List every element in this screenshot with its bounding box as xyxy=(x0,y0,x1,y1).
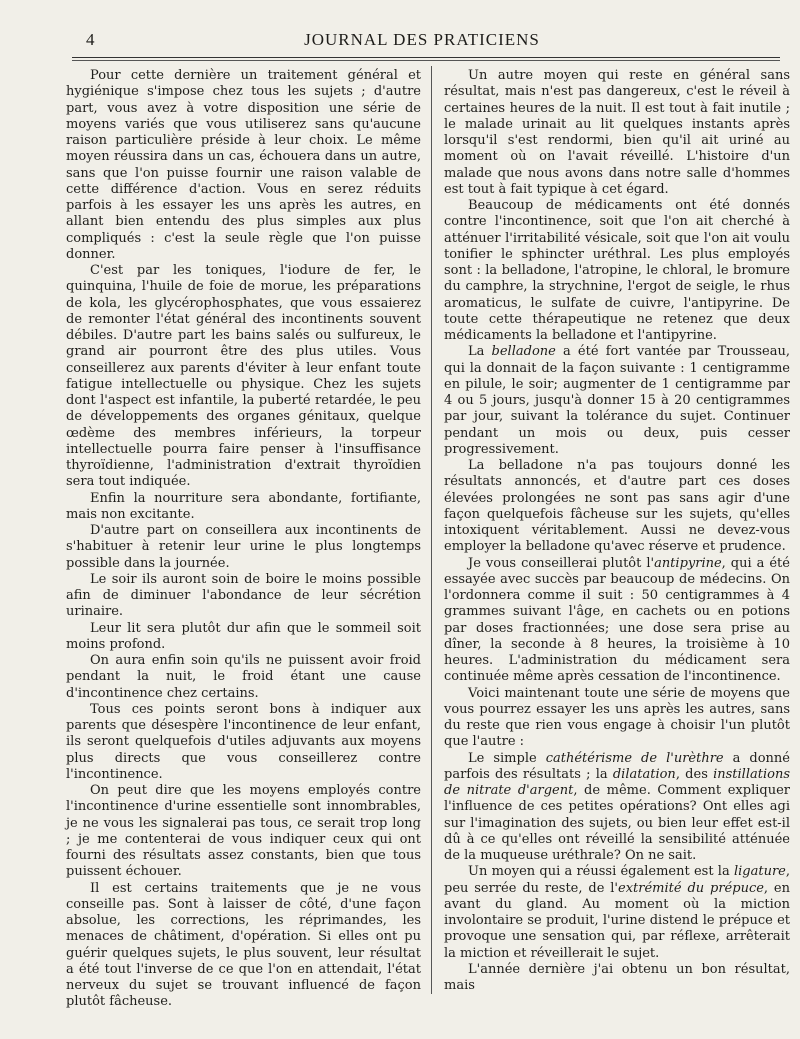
paragraph: La belladone n'a pas toujours donné les résultats annoncés, et d'autre part ces doses élevées prolongées ne sont pas sans agir d'une façon quelquefois fâcheuse sur les sujets, qu'elles intoxiquent véritablement. Aussi ne devez-vous employer la belladone qu'avec réserve et prudence. xyxy=(444,458,790,555)
term-antipyrine: antipyrine xyxy=(654,555,722,571)
right-column xyxy=(444,68,790,994)
term-ligature: ligature xyxy=(733,864,786,880)
paragraph: On aura enfin soin qu'ils ne puissent avoir froid pendant la nuit, le froid étant une cause d'incontinence chez certains. xyxy=(66,653,421,701)
paragraph: Beaucoup de médicaments ont été donnés contre l'incontinence, soit que l'on ait cherché à atténuer l'irritabilité vésicale, soit que l'on ait voulu tonifier le sphincter uréthral. Les plus employés sont : la belladone, l'atropine, le chloral, le bromure du camphre, la strychnine, l'ergot de seigle, le rhus aromaticus, le sulfate de cuivre, l'antipyrine. De toute cette thérapeutique ne retenez que deux médicaments la belladone et l'antipyrine. xyxy=(444,198,790,343)
paragraph: Il est certains traitements que je ne vous conseille pas. Sont à laisser de côté, d'une façon absolue, les corrections, les réprimandes, les menaces de châtiment, d'opération. Si elles ont pu guérir quelques sujets, le plus souvent, leur résultat a été tout l'inverse de ce que l'on en attendait, l'état nerveux du sujet se trouvant influencé de façon plutôt fâcheuse. xyxy=(66,880,421,1010)
paragraph: Tous ces points seront bons à indiquer aux parents que désespère l'incontinence de leur enfant, ils seront quelquefois d'utiles adjuvants aux moyens plus directs que vous conseillerez contre l'incontinence. xyxy=(66,701,421,782)
paragraph: Pour cette dernière un traitement général et hygiénique s'impose chez tous les sujets ; d'autre part, vous avez à votre disposition une série de moyens variés que vous utiliserez sans qu'aucune raison particulière préside à leur choix. Le même moyen réussira dans un cas, échouera dans un autre, sans que l'on puisse fournir une raison valable de cette différence d'action. Vous en serez réduits parfois à les essayer les uns après les autres, en allant bien entendu des plus simples aux plus compliqués : c'est la seule règle que l'on puisse donner. xyxy=(66,68,421,262)
paragraph: La belladone a été fort vantée par Trousseau, qui la donnait de la façon suivante : 1 centigramme en pilule, le soir; augmenter de 1 centigramme par 4 ou 5 jours, jusqu'à donner 15 à 20 centigrammes par jour, suivant la tolérance du sujet. Continuer pendant un mois ou deux, puis cesser progressivement. xyxy=(444,344,790,457)
paragraph: Un moyen qui a réussi également est la ligature, peu serrée du reste, de l'extrémité du prépuce, en avant du gland. Au moment où la miction involontaire se produit, l'urine distend le prépuce et provoque une sensation qui, par réflexe, arrêterait la miction et réveillerait le sujet. xyxy=(444,864,790,961)
paragraph: Un autre moyen qui reste en général sans résultat, mais n'est pas dangereux, c'est le réveil à certaines heures de la nuit. Il est tout à fait inutile ; le malade urinait au lit quelques instants après lorsqu'il s'est rendormi, bien qu'il ait uriné au moment où on l'avait réveillé. L'histoire d'un malade que nous avons dans notre salle d'hommes est tout à fait typique à cet égard. xyxy=(444,68,790,197)
page-number: 4 xyxy=(86,30,95,49)
term-extremite-prepuce: extrémité du prépuce xyxy=(618,880,764,896)
paragraph: Je vous conseillerai plutôt l'antipyrine, qui a été essayée avec succès par beaucoup de médecins. On l'ordonnera comme il suit : 50 centigrammes à 4 grammes suivant l'âge, en cachets ou en potions par doses fractionnées; une dose sera prise au dîner, la seconde à 8 heures, la troisième à 10 heures. L'administration du médicament sera continuée même après cessation de l'incontinence. xyxy=(444,555,790,685)
paragraph: Enfin la nourriture sera abondante, fortifiante, mais non excitante. xyxy=(66,490,421,522)
paragraph: Le soir ils auront soin de boire le moins possible afin de diminuer l'abondance de leur sécrétion urinaire. xyxy=(66,571,421,620)
term-instillations: instillations de nitrate d'argent xyxy=(444,766,790,798)
paragraph: Voici maintenant toute une série de moyens que vous pourrez essayer les uns après les autres, sans du reste que rien vous engage à choisir l'un plutôt que l'autre : xyxy=(444,685,790,750)
header-rule xyxy=(72,57,780,61)
term-dilatation: dilatation xyxy=(612,766,676,782)
paragraph: On peut dire que les moyens employés contre l'incontinence d'urine essentielle sont innombrables, je ne vous les signalerai pas tous, ce serait trop long ; je me contenterai de vous indiquer ceux qui ont fourni des résultats assez constants, bien que tous puissent échouer. xyxy=(66,783,421,880)
journal-title: JOURNAL DES PRATICIENS xyxy=(304,30,540,49)
paragraph: C'est par les toniques, l'iodure de fer, le quinquina, l'huile de foie de morue, les préparations de kola, les glycérophosphates, que vous essaierez de remonter l'état général des incontinents souvent débiles. D'autre part les bains salés ou sulfureux, le grand air pourront être des plus utiles. Vous conseillerez aux parents d'éviter à leur enfant toute fatigue intellectuelle ou physique. Chez les sujets dont l'aspect est infantile, la puberté retardée, le peu de développements des organes génitaux, quelque œdème des membres inférieurs, la torpeur intellectuelle pourra faire penser à l'insuffisance thyroïdienne, l'administration d'extrait thyroïdien sera tout indiquée. xyxy=(66,263,421,490)
paragraph: Leur lit sera plutôt dur afin que le sommeil soit moins profond. xyxy=(66,620,421,652)
paragraph: L'année dernière j'ai obtenu un bon résultat, mais xyxy=(444,961,790,993)
paragraph: Le simple cathétérisme de l'urèthre a donné parfois des résultats ; la dilatation, des instillations de nitrate d'argent, de même. Comment expliquer l'influence de ces petites opérations? Ont elles agi sur l'imagination des sujets, ou bien leur effet est-il dû à ce qu'elles ont réveillé la sensibilité atténuée de la muqueuse uréthrale? On ne sait. xyxy=(444,750,790,863)
left-column xyxy=(66,68,421,1011)
page-header xyxy=(72,22,772,56)
paragraph: D'autre part on conseillera aux incontinents de s'habituer à retenir leur urine le plus longtemps possible dans la journée. xyxy=(66,523,421,571)
column-divider xyxy=(431,66,432,994)
term-belladone: belladone xyxy=(491,344,556,360)
term-catheterisme: cathétérisme de l'urèthre xyxy=(545,750,724,766)
